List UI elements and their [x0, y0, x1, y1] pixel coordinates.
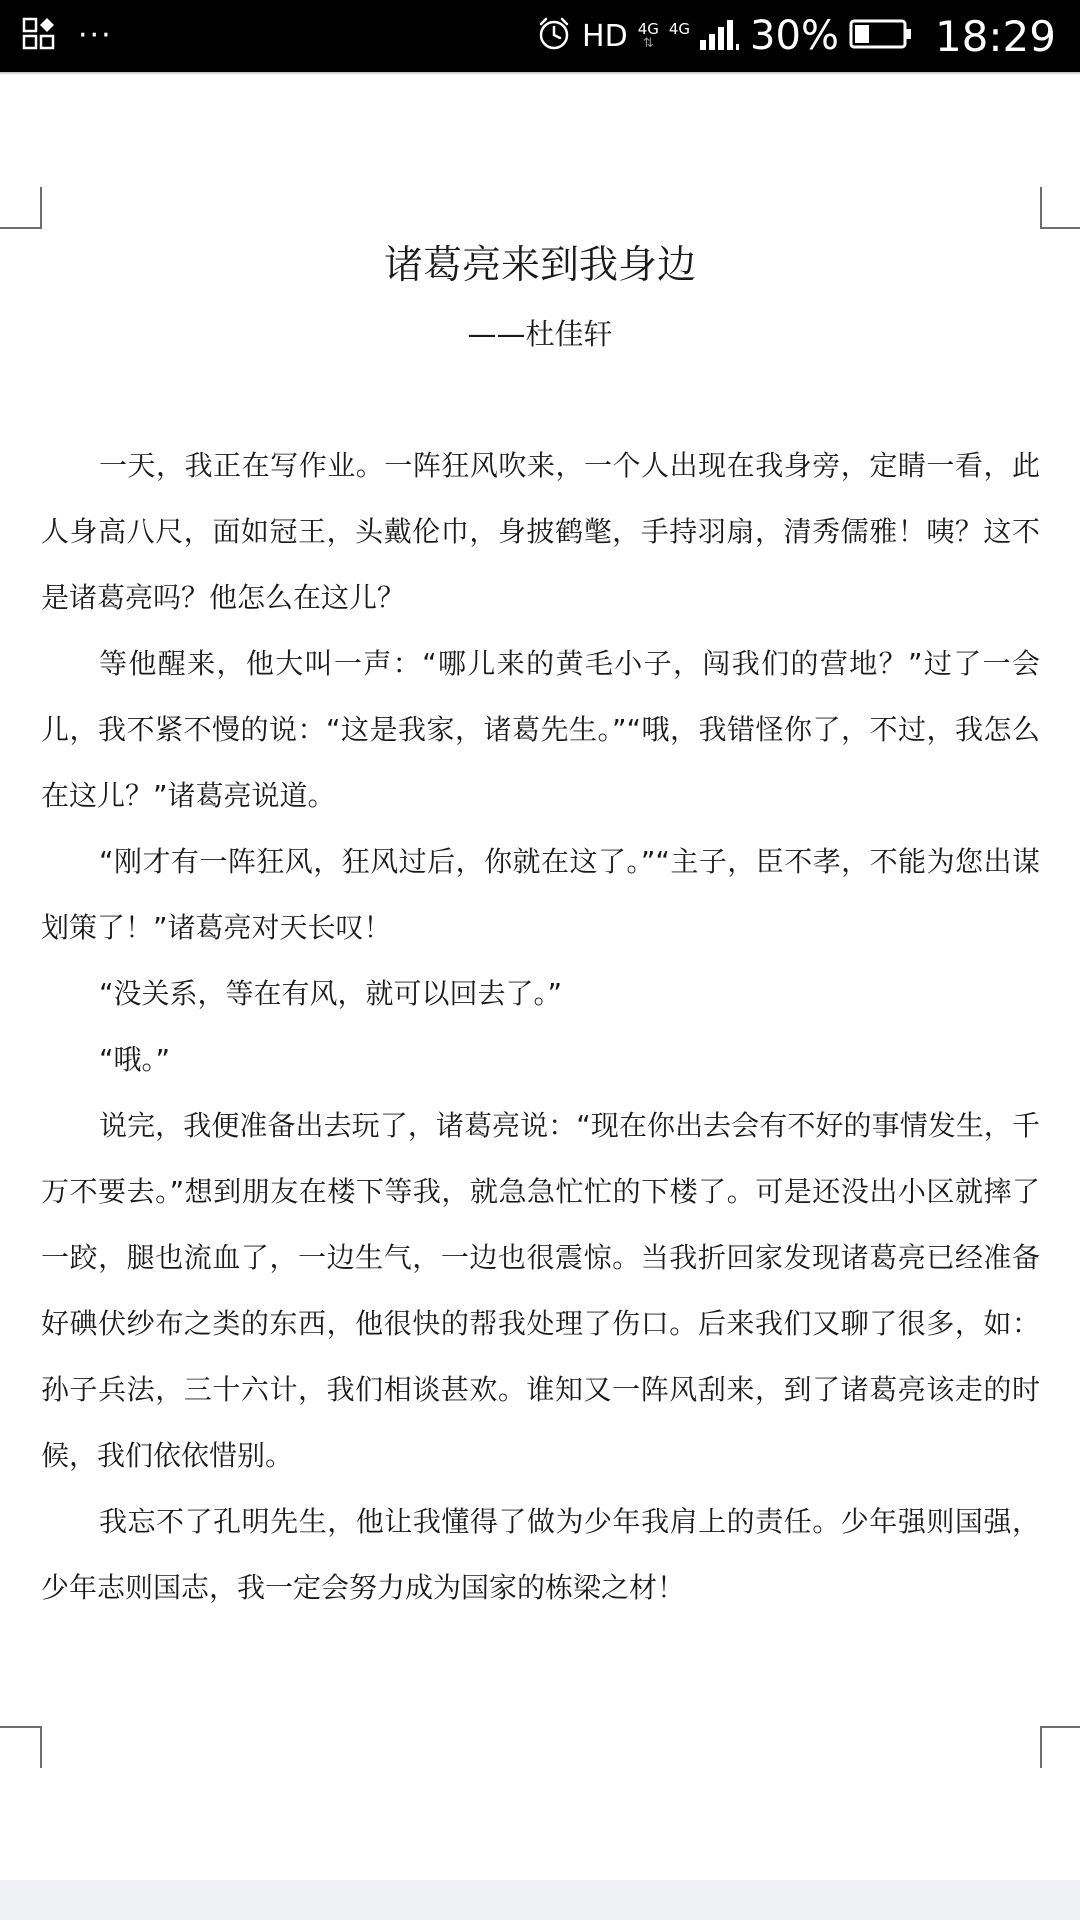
network-type-2	[669, 22, 690, 50]
paragraph-4: “没关系，等在有风，就可以回去了。”	[99, 977, 563, 1010]
document-author: ——杜佳轩	[467, 317, 613, 351]
bottom-bar	[0, 1880, 1080, 1920]
status-bar-left	[22, 0, 113, 72]
battery-icon	[849, 18, 913, 54]
battery-percent: 30%	[750, 13, 839, 59]
page-corner-mark-top-right	[1040, 187, 1080, 229]
document-title: 诸葛亮来到我身边	[383, 243, 696, 288]
alarm-clock-icon	[536, 16, 572, 56]
status-bar-right	[536, 0, 1056, 72]
paragraph-2: 等他醒来，他大叫一声：“哪儿来的黄毛小子，闯我们的营地？”过了一会儿，我不紧不慢的说：“这是我家，诸葛先生。”“哦，我错怪你了，不过，我怎么在这儿？”诸葛亮说道。	[41, 647, 1040, 812]
signal-bars-icon	[700, 18, 740, 54]
more-notifications-dots: ···	[78, 18, 113, 53]
page-corner-mark-bottom-right	[1040, 1726, 1080, 1768]
page-corner-mark-top-left	[0, 187, 42, 229]
network-type-1-label: 4G	[637, 20, 659, 38]
network-activity-icon	[677, 37, 681, 50]
status-bar	[0, 0, 1080, 72]
status-time: 18:29	[934, 11, 1056, 61]
paragraph-6: 说完，我便准备出去玩了，诸葛亮说：“现在你出去会有不好的事情发生，千万不要去。”想到朋友在楼下等我，就急急忙忙的下楼了。可是还没出小区就摔了一跤，腿也流血了，一边生气，一边也很震惊。当我折回家发现诸葛亮已经准备好碘伏纱布之类的东西，他很快的帮我处理了伤口。后来我们又聊了很多，如：孙子兵法，三十六计，我们相谈甚欢。谁知又一阵风刮来，到了诸葛亮该走的时候，我们依依惜别。	[41, 1109, 1040, 1472]
status-bar-shadow	[0, 72, 1080, 75]
paragraph-7: 我忘不了孔明先生，他让我懂得了做为少年我肩上的责任。少年强则国强，少年志则国志，我一定会努力成为国家的栋梁之材！	[41, 1505, 1040, 1604]
network-activity-icon: ⇅	[642, 36, 654, 51]
network-type-2-label: 4G	[668, 20, 691, 38]
paragraph-5: “哦。”	[99, 1043, 171, 1076]
battery-fill	[855, 25, 869, 43]
app-grid-diamond-icon	[22, 17, 56, 55]
network-type-1	[638, 22, 659, 50]
page-corner-mark-bottom-left	[0, 1726, 42, 1768]
hd-voice-label: HD	[582, 18, 628, 54]
document-body[interactable]	[41, 433, 1040, 1621]
paragraph-1: 一天，我正在写作业。一阵狂风吹来，一个人出现在我身旁，定睛一看，此人身高八尺，面如冠王，头戴伦巾，身披鹤氅，手持羽扇，清秀儒雅！咦？这不是诸葛亮吗？他怎么在这儿？	[41, 449, 1040, 614]
paragraph-3: “刚才有一阵狂风，狂风过后，你就在这了。”“主子，臣不孝，不能为您出谋划策了！”诸葛亮对天长叹！	[41, 845, 1040, 944]
